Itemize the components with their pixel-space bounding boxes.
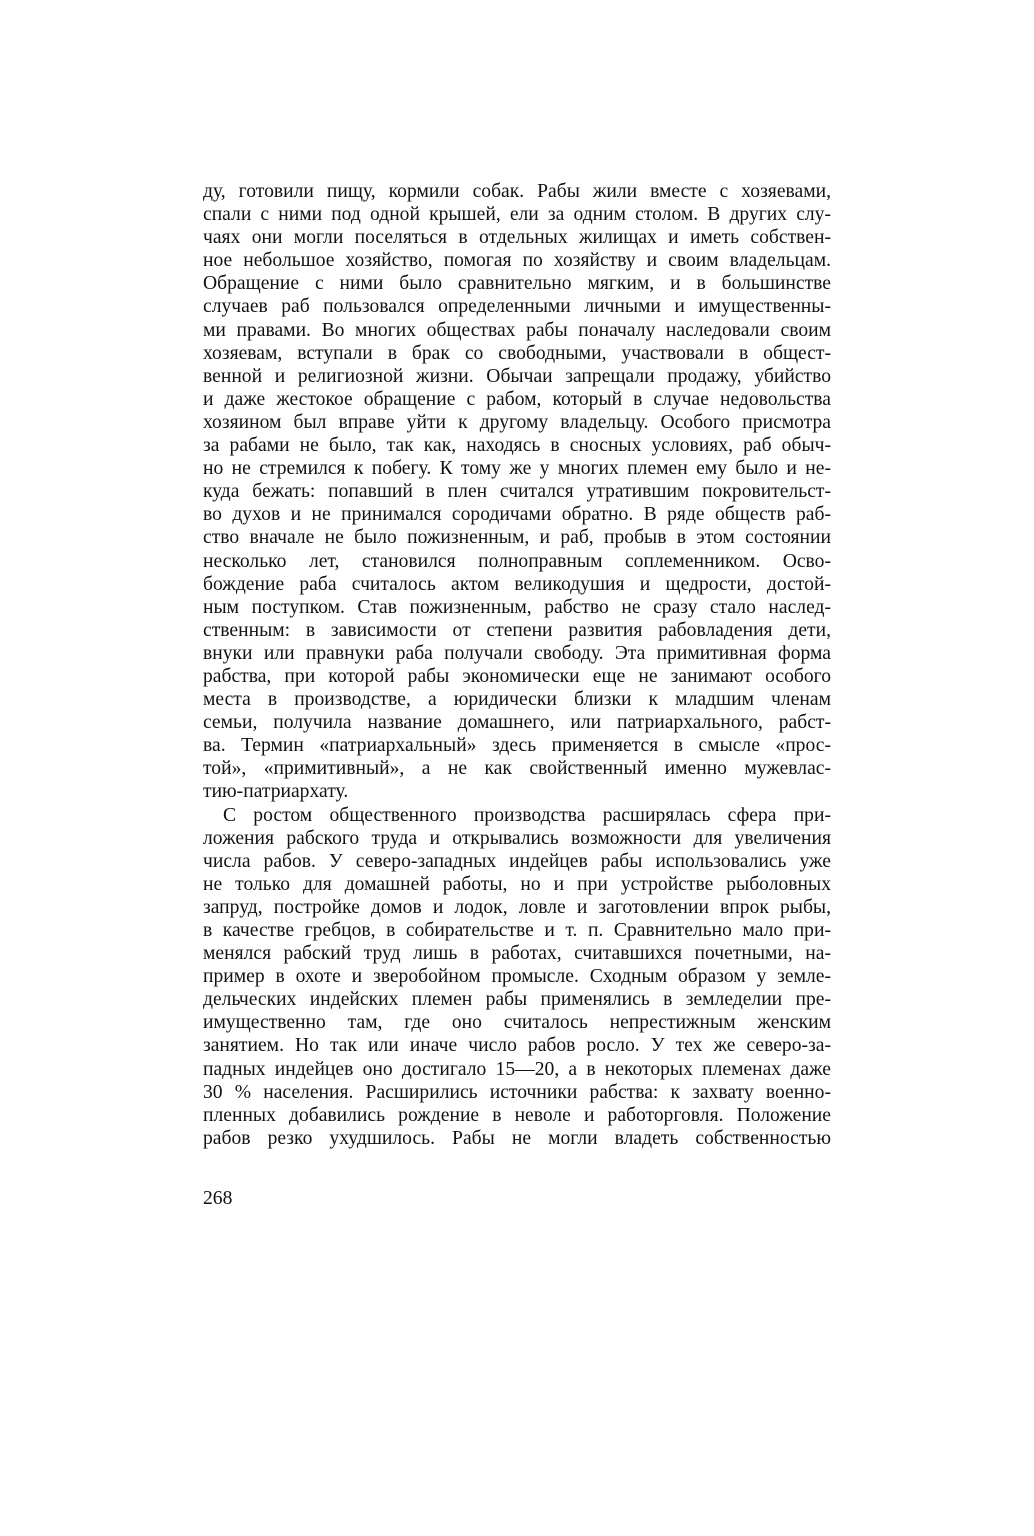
text-line: но не стремился к побегу. К тому же у многих племен ему было и не-: [203, 458, 831, 480]
text-line: за рабами не было, так как, находясь в сносных условиях, раб обыч-: [203, 435, 831, 457]
text-line: места в производстве, а юридически близки к младшим членам: [203, 689, 831, 711]
text-line: куда бежать: попавший в плен считался утратившим покровительст-: [203, 481, 831, 503]
text-line: венной и религиозной жизни. Обычаи запрещали продажу, убийство: [203, 365, 831, 387]
text-line: С ростом общественного производства расширялась сфера при-: [223, 804, 831, 826]
text-line: Обращение с ними было сравнительно мягким, и в большинстве: [203, 273, 831, 295]
text-line: числа рабов. У северо-западных индейцев рабы использовались уже: [203, 850, 831, 872]
text-line: рабов резко ухудшилось. Рабы не могли владеть собственностью: [203, 1127, 831, 1149]
text-line: 30 % населения. Расширились источники рабства: к захвату военно-: [203, 1081, 831, 1103]
text-line: запруд, постройке домов и лодок, ловле и заготовлении впрок рыбы,: [203, 896, 831, 918]
page-number: 268: [203, 1188, 233, 1209]
text-line: ва. Термин «патриархальный» здесь применяется в смысле «прос-: [203, 735, 831, 757]
text-line: ду, готовили пищу, кормили собак. Рабы жили вместе с хозяевами,: [203, 181, 831, 202]
text-line: внуки или правнуки раба получали свободу. Эта примитивная форма: [203, 642, 831, 664]
text-line: спали с ними под одной крышей, ели за одним столом. В других слу-: [203, 204, 831, 226]
text-line: пленных добавились рождение в неволе и работорговля. Положение: [203, 1104, 831, 1126]
body-text: [203, 180, 831, 1150]
text-line: ным поступком. Став пожизненным, рабство не сразу стало наслед-: [203, 596, 831, 618]
text-line: во духов и не принимался сородичами обратно. В ряде обществ раб-: [203, 504, 831, 526]
text-line: дельческих индейских племен рабы применялись в земледелии пре-: [203, 989, 831, 1011]
text-line: ственным: в зависимости от степени развития рабовладения дети,: [203, 619, 831, 641]
text-line: ство вначале не было пожизненным, и раб, пробыв в этом состоянии: [203, 527, 831, 549]
text-line: хозяевам, вступали в брак со свободными, участвовали в общест-: [203, 342, 831, 364]
text-line: имущественно там, где оно считалось непрестижным женским: [203, 1012, 831, 1034]
text-line: ми правами. Во многих обществах рабы поначалу наследовали своим: [203, 319, 831, 341]
text-line: ное небольшое хозяйство, помогая по хозяйству и своим владельцам.: [203, 250, 831, 272]
text-line: тию-патриархату.: [203, 781, 349, 803]
text-line: пример в охоте и зверобойном промысле. Сходным образом у земле-: [203, 966, 831, 988]
text-line: менялся рабский труд лишь в работах, считавшихся почетными, на-: [203, 943, 831, 965]
paragraph: [203, 180, 831, 804]
text-line: бождение раба считалось актом великодушия и щедрости, достой-: [203, 573, 831, 595]
text-line: ложения рабского труда и открывались возможности для увеличения: [203, 827, 831, 849]
text-line: рабства, при которой рабы экономически еще не занимают особого: [203, 665, 831, 687]
paragraph: [203, 804, 831, 1150]
text-line: занятием. Но так или иначе число рабов росло. У тех же северо-за-: [203, 1035, 831, 1057]
text-line: несколько лет, становился полноправным соплеменником. Осво-: [203, 550, 831, 572]
text-line: падных индейцев оно достигало 15—20, а в некоторых племенах даже: [203, 1058, 831, 1080]
text-line: чаях они могли поселяться в отдельных жилищах и иметь собствен-: [203, 227, 831, 249]
text-line: и даже жестокое обращение с рабом, который в случае недовольства: [203, 388, 831, 410]
text-line: хозяином был вправе уйти к другому владельцу. Особого присмотра: [203, 411, 831, 433]
text-line: случаев раб пользовался определенными личными и имущественны-: [203, 296, 831, 318]
text-line: семьи, получила название домашнего, или патриархального, рабст-: [203, 712, 831, 734]
text-line: не только для домашней работы, но и при устройстве рыболовных: [203, 873, 831, 895]
text-line: в качестве гребцов, в собирательстве и т. п. Сравнительно мало при-: [203, 920, 831, 941]
text-line: той», «примитивный», а не как свойственный именно мужевлас-: [203, 758, 831, 780]
